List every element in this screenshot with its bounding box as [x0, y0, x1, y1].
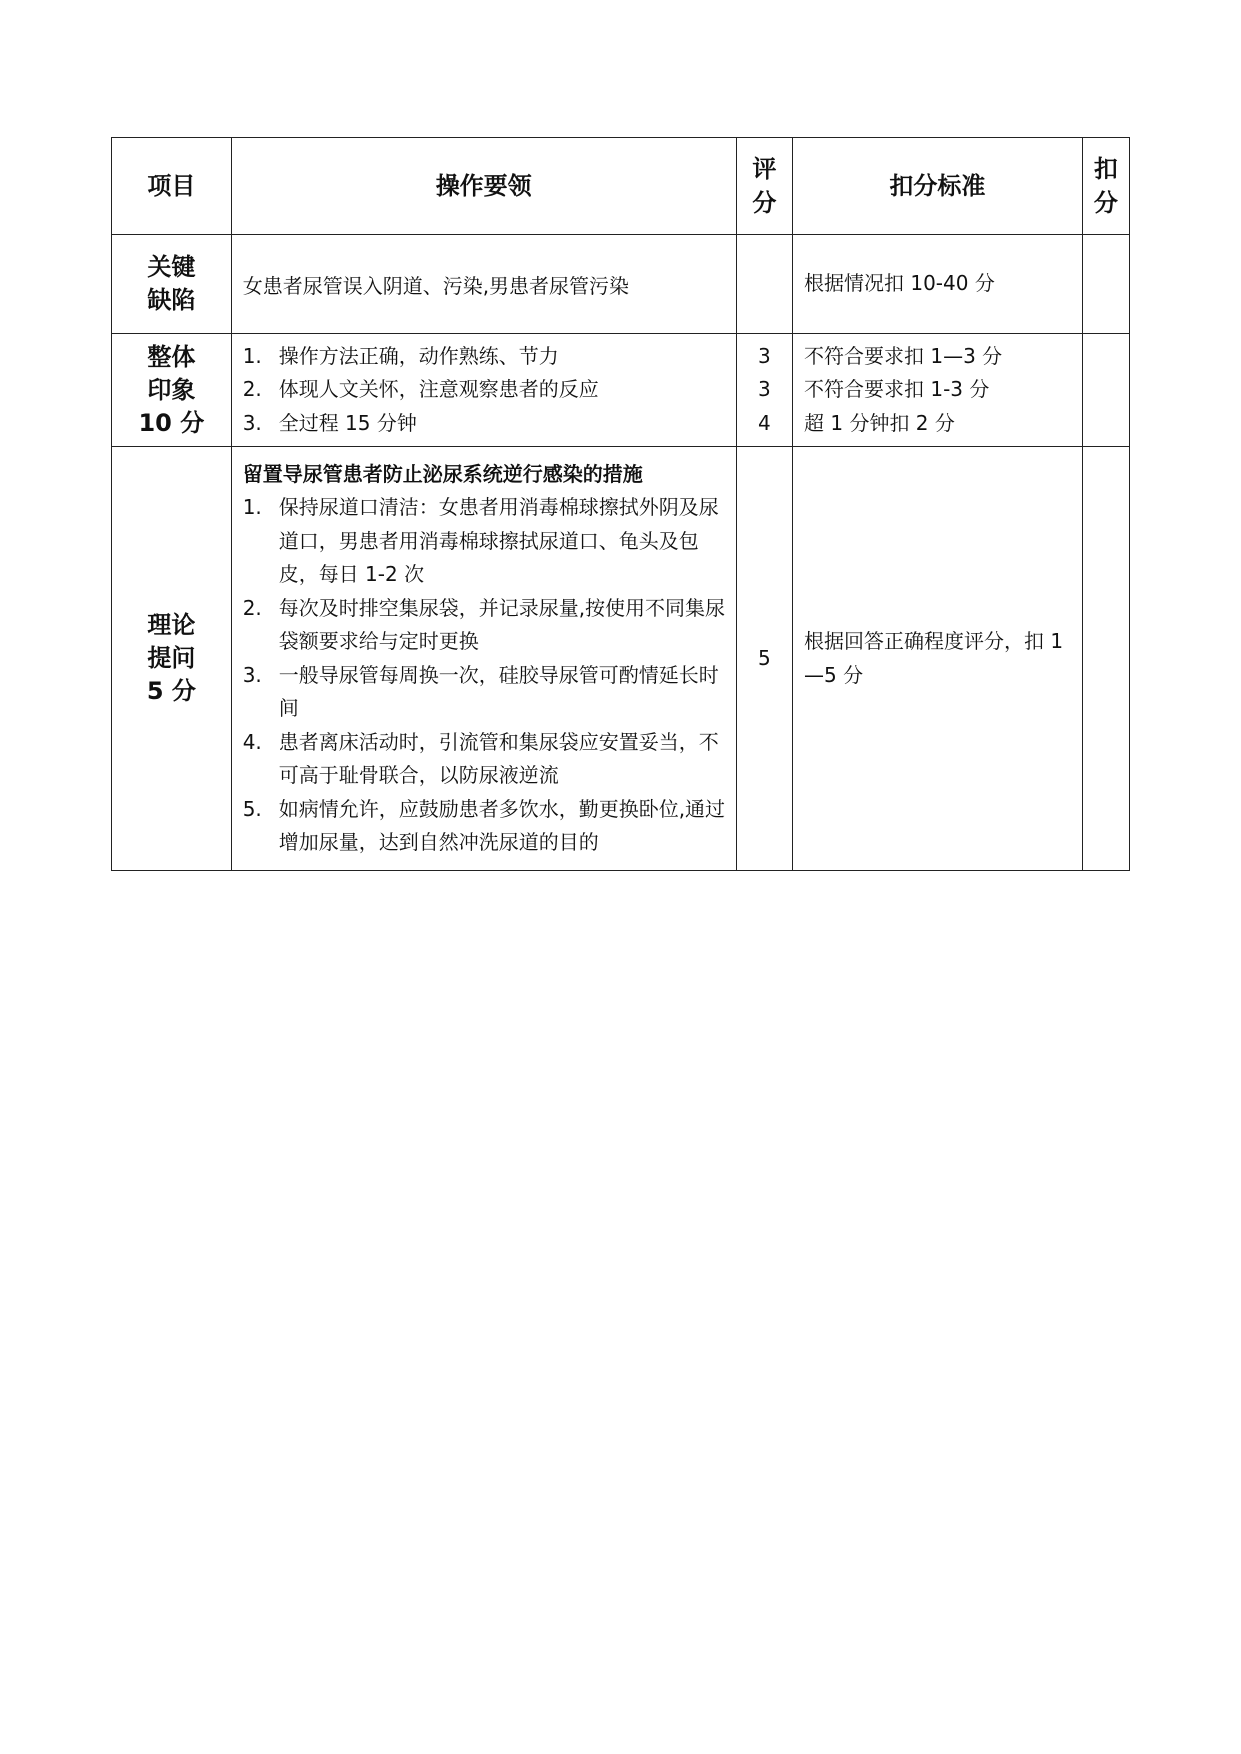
- list-item-text: 如病情允许，应鼓励患者多饮水，勤更换卧位,通过增加尿量，达到自然冲洗尿道的目的: [278, 796, 726, 854]
- deduction-line: 不符合要求扣 1—3 分: [804, 343, 1003, 368]
- header-deduction-standard: 扣分标准: [793, 138, 1083, 235]
- header-deducted: [1082, 138, 1129, 235]
- item-cell: [112, 447, 232, 871]
- header-deducted-line1: 扣: [1093, 155, 1118, 183]
- item-line: 理论: [147, 611, 196, 639]
- list-item-number: 3.: [242, 662, 262, 687]
- section-title: 留置导尿管患者防止泌尿系统逆行感染的措施: [242, 461, 643, 486]
- list-item-text: 一般导尿管每周换一次，硅胶导尿管可酌情延长时间: [278, 662, 719, 720]
- header-score: [736, 138, 792, 235]
- list-item: [243, 726, 728, 793]
- score-cell: [736, 447, 792, 871]
- score-value: 5: [757, 645, 771, 670]
- operation-cell: [231, 447, 736, 871]
- list-item: [243, 793, 728, 860]
- list-item: [243, 373, 728, 407]
- list-item-number: 3.: [242, 410, 262, 435]
- list-item-text: 每次及时排空集尿袋，并记录尿量,按使用不同集尿袋额要求给与定时更换: [278, 595, 726, 653]
- deducted-cell: [1082, 334, 1129, 447]
- score-sheet-page: [111, 137, 1130, 871]
- deducted-cell: [1082, 235, 1129, 334]
- list-item: [243, 407, 728, 441]
- list-item-number: 1.: [242, 343, 262, 368]
- item-line: 印象: [147, 375, 196, 404]
- list-item-text: 患者离床活动时，引流管和集尿袋应安置妥当，不可高于耻骨联合，以防尿液逆流: [278, 729, 719, 787]
- list-item-text: 操作方法正确，动作熟练、节力: [278, 343, 559, 368]
- item-line: 提问: [147, 644, 196, 672]
- operation-list: [243, 340, 728, 441]
- header-score-line2: 分: [752, 189, 777, 217]
- list-item: [243, 491, 728, 592]
- scoring-table: [111, 137, 1130, 871]
- score-cell: [736, 235, 792, 334]
- list-item-number: 2.: [242, 595, 262, 620]
- item-line: 缺陷: [147, 286, 196, 314]
- list-item-number: 4.: [242, 729, 262, 754]
- item-line: 10 分: [138, 408, 205, 437]
- list-item-number: 5.: [242, 796, 262, 821]
- score-cell: [736, 334, 792, 447]
- item-line: 关键: [147, 253, 196, 281]
- deduction-line: 根据回答正确程度评分，扣 1—5 分: [804, 629, 1064, 687]
- list-item: [243, 659, 728, 726]
- table-row-theory-questions: [112, 447, 1130, 871]
- deduction-cell: [793, 447, 1083, 871]
- list-item-number: 2.: [242, 377, 262, 402]
- header-score-line1: 评: [752, 155, 777, 183]
- list-item-text: 体现人文关怀，注意观察患者的反应: [278, 377, 599, 402]
- item-line: 5 分: [146, 677, 196, 705]
- item-line: 整体: [147, 342, 196, 371]
- table-row-key-defects: [112, 235, 1130, 334]
- header-item: 项目: [112, 138, 232, 235]
- score-value: 4: [757, 410, 771, 435]
- header-row: [112, 138, 1130, 235]
- deduction-line: 不符合要求扣 1-3 分: [804, 377, 990, 402]
- deduction-line: 根据情况扣 10-40 分: [804, 271, 995, 296]
- operation-list: [243, 491, 728, 860]
- list-item: [243, 340, 728, 374]
- item-cell: [112, 334, 232, 447]
- header-operation: 操作要领: [231, 138, 736, 235]
- deduction-cell: [793, 334, 1083, 447]
- header-deducted-line2: 分: [1093, 189, 1118, 217]
- table-row-overall-impression: [112, 334, 1130, 447]
- list-item: [243, 592, 728, 659]
- operation-cell: 女患者尿管误入阴道、污染,男患者尿管污染: [231, 235, 736, 334]
- score-value: 3: [757, 377, 771, 402]
- deduction-cell: [793, 235, 1083, 334]
- list-item-number: 1.: [242, 495, 262, 519]
- score-value: 3: [757, 343, 771, 368]
- item-cell: [112, 235, 232, 334]
- operation-cell: [231, 334, 736, 447]
- deducted-cell: [1082, 447, 1129, 871]
- list-item-text: 保持尿道口清洁：女患者用消毒棉球擦拭外阴及尿道口，男患者用消毒棉球擦拭尿道口、龟头及包皮，每日 1-2 次: [278, 495, 719, 586]
- deduction-line: 超 1 分钟扣 2 分: [804, 410, 955, 435]
- list-item-text: 全过程 15 分钟: [278, 410, 417, 435]
